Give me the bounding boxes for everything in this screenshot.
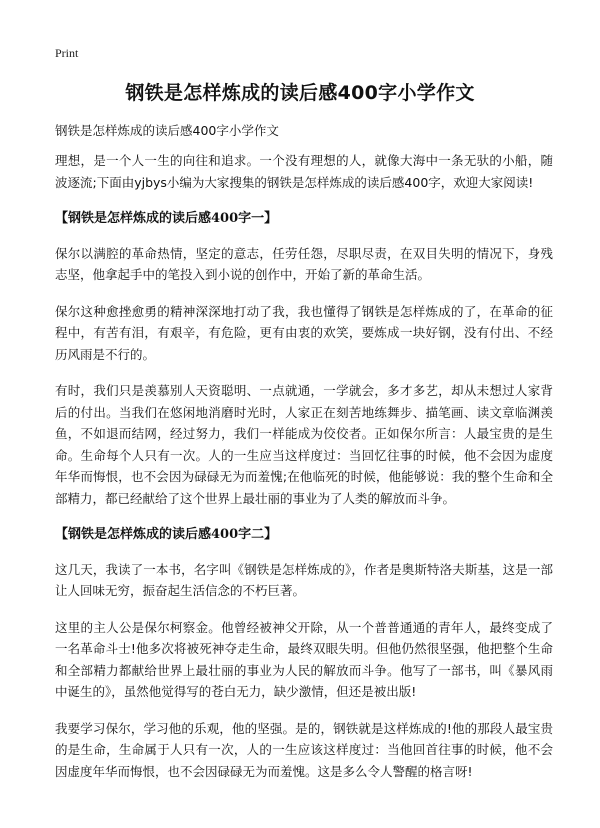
paragraph: 有时，我们只是羡慕别人天资聪明、一点就通，一学就会，多才多艺，却从未想过人家背后的付出。当我们在悠闲地消磨时光时，人家正在刻苦地练舞步、描笔画、读文章临渊羡鱼，不如退而结网，经过努力，我们一样能成为佼佼者。正如保尔所言：人最宝贵的是生命。生命每个人只有一次。人的一生应当这样度过：当回忆往事的时候，他不会因为虚度年华而悔恨，也不会因为碌碌无为而羞愧;在他临死的时候，他能够说：我的整个生命和全部精力，都已经献给了这个世界上最壮丽的事业为了人类的解放而斗争。 [55, 383, 553, 506]
article-body [55, 150, 553, 797]
intro-paragraph: 理想，是一个人一生的向往和追求。一个没有理想的人，就像大海中一条无驮的小船，随波逐流;下面由yjbys小编为大家搜集的钢铁是怎样炼成的读后感400字，欢迎大家阅读! [55, 153, 553, 190]
paragraph: 我要学习保尔，学习他的乐观，他的坚强。是的，钢铁就是这样炼成的!他的那段人最宝贵的是生命，生命属于人只有一次，人的一生应该这样度过：当他回首往事的时候，他不会因虚度年华而悔恨，也不会因碌碌无为而羞愧。这是多么令人警醒的格言呀! [55, 720, 553, 779]
article-subtitle: 钢铁是怎样炼成的读后感400字小学作文 [55, 123, 279, 138]
section-heading-2: 【钢铁是怎样炼成的读后感400字二】 [55, 527, 278, 542]
paragraph: 保尔以满腔的革命热情，坚定的意志，任劳任怨，尽职尽责，在双目失明的情况下，身残志坚，他拿起手中的笔投入到小说的创作中，开始了新的革命生活。 [55, 245, 553, 282]
paragraph: 这几天，我读了一本书，名字叫《钢铁是怎样炼成的》，作者是奥斯特洛夫斯基，这是一部让人回味无穷，振奋起生活信念的不朽巨著。 [55, 561, 553, 598]
paragraph: 保尔这种愈挫愈勇的精神深深地打动了我，我也懂得了钢铁是怎样炼成的了，在革命的征程中，有苦有泪，有艰辛，有危险，更有由衷的欢笑，要炼成一块好钢，没有付出、不经历风雨是不行的。 [55, 303, 553, 362]
section-heading-1: 【钢铁是怎样炼成的读后感400字一】 [55, 211, 278, 226]
paragraph: 这里的主人公是保尔柯察金。他曾经被神父开除，从一个普普通通的青年人，最终变成了一名革命斗士!他多次将被死神夺走生命，最终双眼失明。但他仍然很坚强，他把整个生命和全部精力都献给世界上最壮丽的事业为人民的解放而斗争。他写了一部书，叫《暴风雨中诞生的》，虽然他觉得写的苍白无力，缺少激情，但还是被出版! [55, 619, 553, 699]
page-title: 钢铁是怎样炼成的读后感400字小学作文 [125, 82, 475, 104]
print-link[interactable]: Print [55, 46, 79, 60]
